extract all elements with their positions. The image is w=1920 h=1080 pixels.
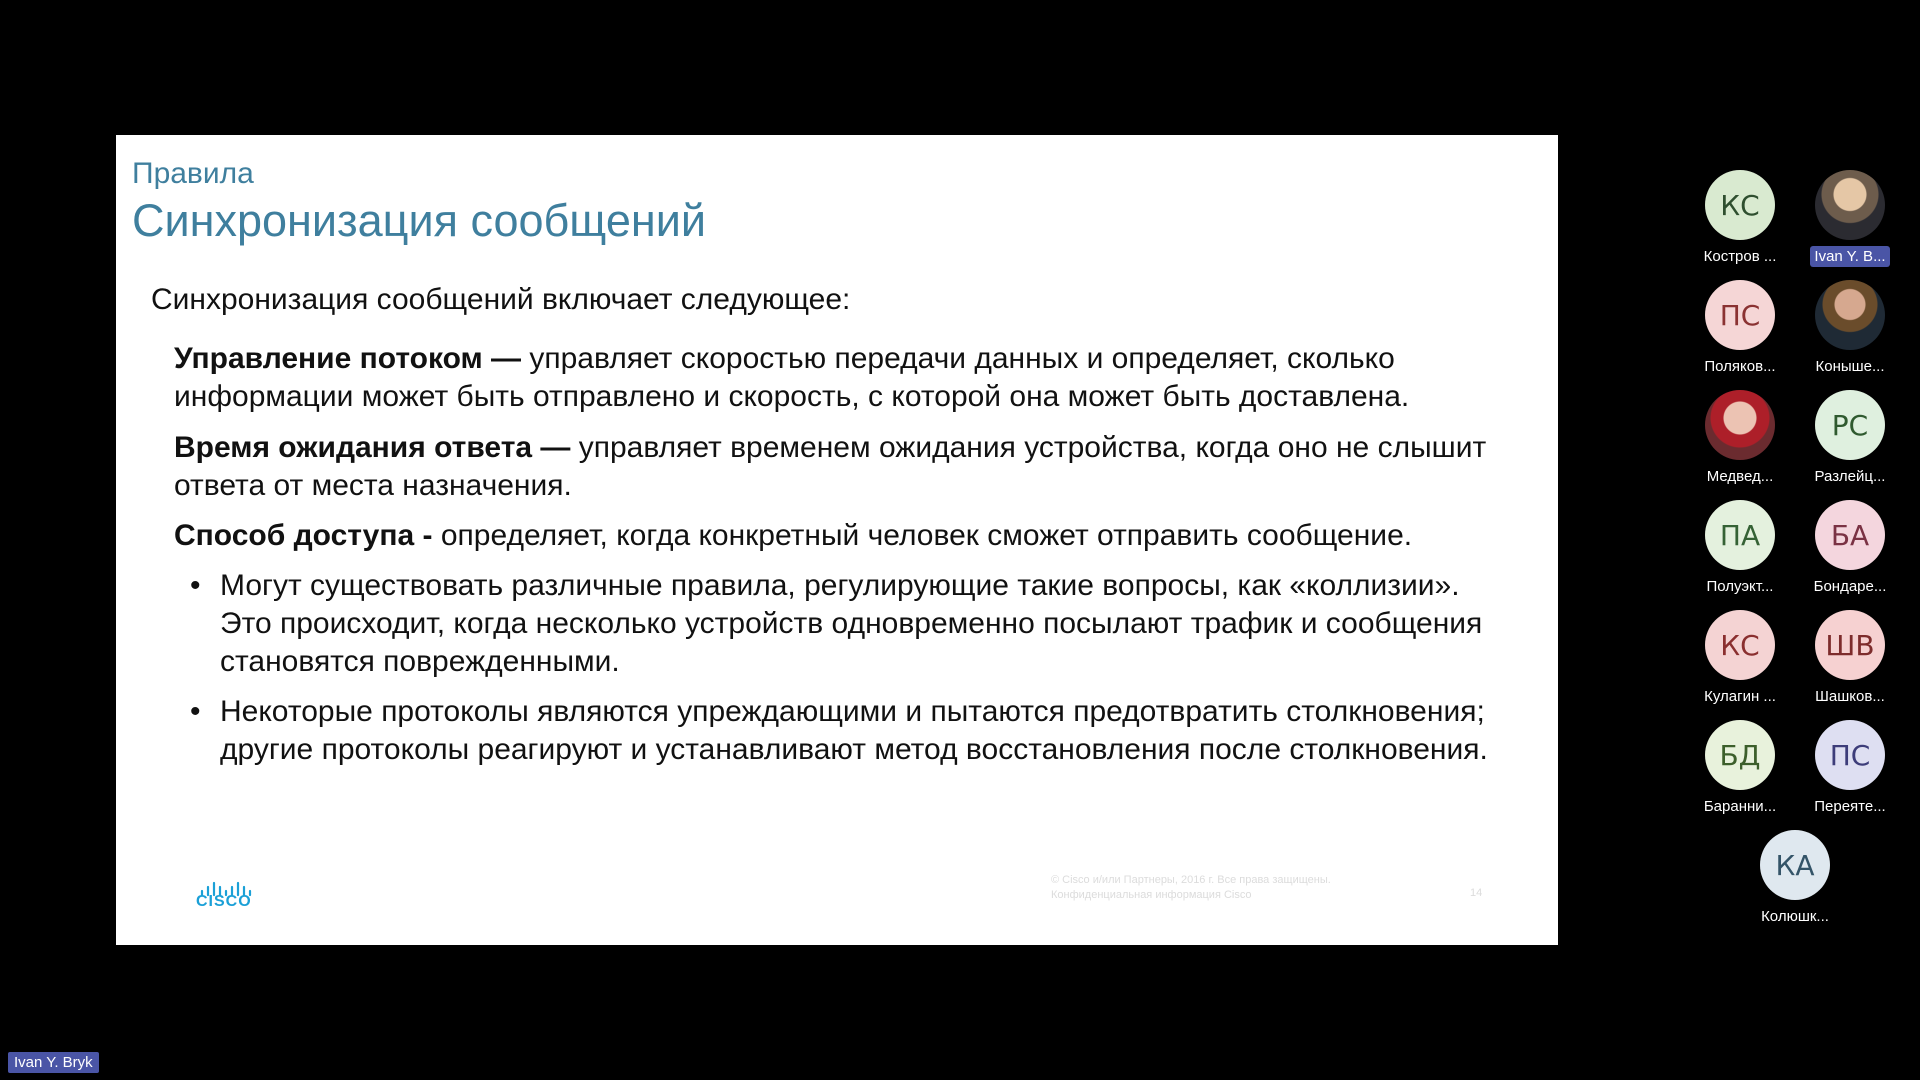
participant-name: Медвед... <box>1706 468 1774 485</box>
participant-tile[interactable] <box>1800 500 1900 600</box>
response-timeout-paragraph <box>174 429 1534 505</box>
slide-page-number: 14 <box>1470 887 1483 899</box>
participant-avatar: ПА <box>1705 500 1775 570</box>
bullet-text: Некоторые протоколы являются упреждающими и пытаются предотвратить столкновения; другие протоколы реагируют и устанавливают метод восстановления после столкновения. <box>220 695 1488 766</box>
participant-name: Бондаре... <box>1813 578 1887 595</box>
bullet-item <box>190 693 1490 769</box>
flow-control-text: управляет скоростью передачи данных и определяет, сколько информации может быть отправлено и скорость, с которой она может быть доставлена. <box>174 342 1410 413</box>
cisco-logo-text: CISCO <box>196 893 252 910</box>
participant-tile[interactable] <box>1690 500 1790 600</box>
access-method-text: определяет, когда конкретный человек сможет отправить сообщение. <box>432 519 1413 552</box>
participant-name: Разлейц... <box>1814 468 1886 485</box>
flow-control-paragraph <box>174 340 1534 416</box>
slide-intro: Синхронизация сообщений включает следующее: <box>151 283 851 316</box>
response-timeout-text: управляет временем ожидания устройства, когда оно не слышит ответа от места назначения. <box>174 431 1487 502</box>
participant-photo-icon <box>1815 170 1885 240</box>
participant-avatar: КА <box>1760 830 1830 900</box>
participant-avatar: КС <box>1705 610 1775 680</box>
participant-name: Коныше... <box>1815 358 1885 375</box>
slide-kicker: Правила <box>132 157 254 190</box>
participant-tile[interactable] <box>1800 390 1900 490</box>
bullet-list <box>190 567 1490 781</box>
bullet-item <box>190 567 1490 681</box>
presentation-slide <box>116 135 1558 945</box>
bullet-dot-icon: • <box>190 569 201 602</box>
participant-avatar: ПС <box>1705 280 1775 350</box>
bullet-text: Могут существовать различные правила, регулирующие такие вопросы, как «коллизии». Это происходит, когда несколько устройств одновременно посылают трафик и сообщения становятся поврежденными. <box>220 569 1483 678</box>
participant-photo-icon <box>1815 280 1885 350</box>
participant-name: Костров ... <box>1703 248 1777 265</box>
participant-avatar: БД <box>1705 720 1775 790</box>
participant-avatar: ПС <box>1815 720 1885 790</box>
participant-avatar: ШВ <box>1815 610 1885 680</box>
participant-name: Колюшк... <box>1761 908 1829 925</box>
copyright-notice: © Cisco и/или Партнеры, 2016 г. Все права защищены. Конфиденциальная информация Cisco <box>1051 874 1331 901</box>
flow-control-term: Управление потоком — <box>174 342 522 375</box>
current-speaker-label: Ivan Y. Bryk <box>8 1052 99 1073</box>
participant-name: Шашков... <box>1815 688 1885 705</box>
participant-tile[interactable] <box>1690 280 1790 380</box>
participant-name: Ivan Y. B... <box>1810 246 1889 267</box>
access-method-paragraph <box>174 517 1534 555</box>
participant-tile[interactable] <box>1745 830 1845 930</box>
participant-tile[interactable] <box>1690 610 1790 710</box>
participant-avatar: БА <box>1815 500 1885 570</box>
slide-title: Синхронизация сообщений <box>132 195 706 246</box>
participant-photo-icon <box>1705 390 1775 460</box>
participant-tile[interactable] <box>1690 170 1790 270</box>
participant-name: Кулагин ... <box>1704 688 1776 705</box>
participant-tile[interactable] <box>1800 170 1900 270</box>
participant-tile[interactable] <box>1800 280 1900 380</box>
response-timeout-term: Время ожидания ответа — <box>174 431 571 464</box>
participant-avatar: КС <box>1705 170 1775 240</box>
participant-tile[interactable] <box>1800 610 1900 710</box>
participant-tile[interactable] <box>1690 720 1790 820</box>
participant-name: Поляков... <box>1704 358 1776 375</box>
participant-tile[interactable] <box>1800 720 1900 820</box>
participant-name: Баранни... <box>1703 798 1777 815</box>
participant-tile[interactable] <box>1690 390 1790 490</box>
participant-avatar: РС <box>1815 390 1885 460</box>
bullet-dot-icon: • <box>190 695 201 728</box>
participant-name: Полуэкт... <box>1706 578 1774 595</box>
access-method-term: Способ доступа - <box>174 519 433 552</box>
participant-name: Переяте... <box>1814 798 1886 815</box>
